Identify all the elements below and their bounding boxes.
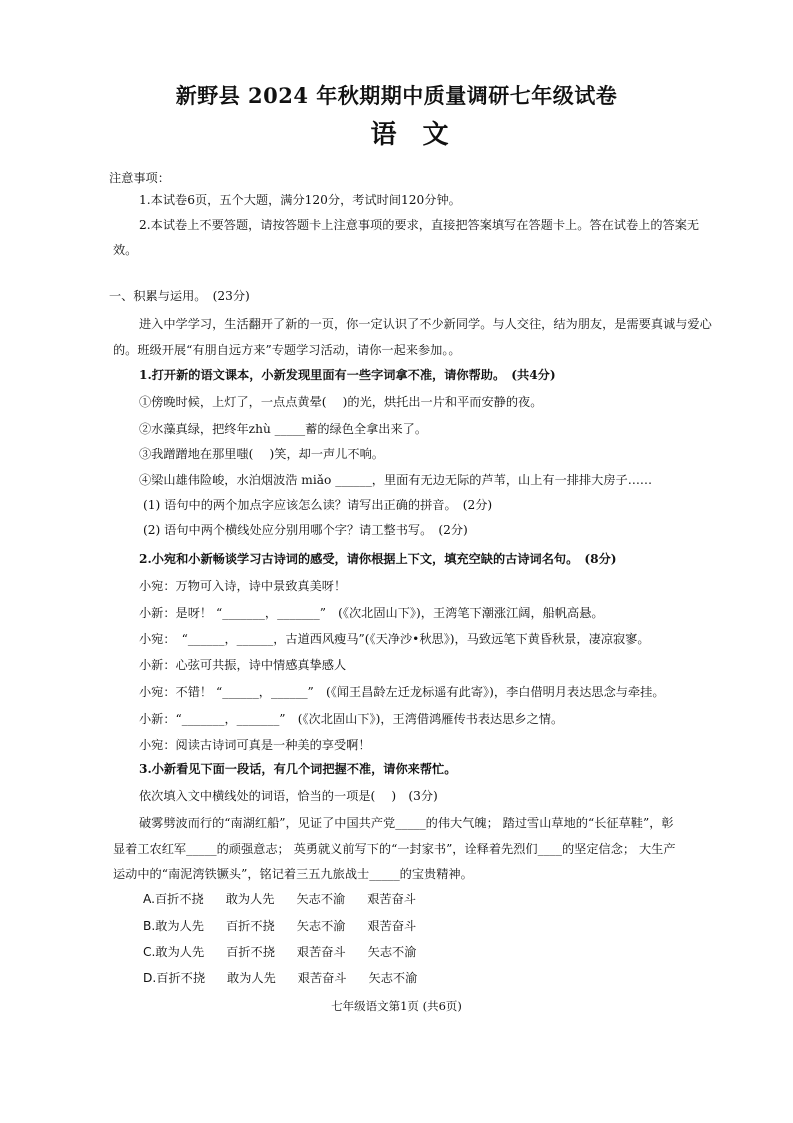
section1-intro-line2: 的。班级开展“有朋自远方来”专题学习活动，请你一起来参加。。 [113, 343, 461, 357]
q1-sub-question-2: (2) 语句中两个横线处应分别用哪个字？请工整书写。 (2分) [143, 523, 468, 537]
q1-sentence-3: ③我蹭蹭地在那里嗤( )笑，却一声儿不响。 [139, 447, 384, 461]
section1-heading: 一、积累与运用。 (23分) [109, 289, 250, 303]
option-word: 百折不挠 [226, 919, 275, 933]
q3-stem: 3.小新看见下面一段话，有几个词把握不准，请你来帮忙。 [139, 762, 457, 776]
subject-title: 语文 [370, 120, 475, 150]
q2-dialogue-4: 小新：心弦可共振，诗中情感真挚感人 [139, 658, 347, 672]
option-word: 矢志不渝 [296, 919, 346, 933]
q3-option-d [143, 970, 439, 986]
option-word: 艰苦奋斗 [367, 892, 416, 906]
option-label: C. [143, 945, 156, 959]
option-word: 艰苦奋斗 [296, 945, 346, 959]
notes-heading: 注意事项： [109, 171, 170, 185]
q3-option-c [143, 944, 438, 960]
exam-title: 新野县 2024 年秋期期中质量调研七年级试卷 [175, 83, 618, 108]
q3-passage-line1: 破雾劈波而行的“南湖红船”，见证了中国共产党_____的伟大气魄； 踏过雪山草地的“长征草鞋”，彰 [139, 816, 674, 830]
option-word: 敢为人先 [155, 919, 204, 933]
q3-passage-line3: 运动中的“南泥湾铁镢头”，铭记着三五九旅战士_____的宝贵精神。 [113, 867, 473, 881]
option-label: B. [143, 919, 156, 933]
notes-item-2-line2: 效。 [113, 243, 138, 257]
q2-dialogue-2: 小新：是呀！ “_______，_______” (《次北固山下》)，王湾笔下潮涨江阔，船帆高悬。 [139, 606, 604, 620]
q1-stem: 1.打开新的语文课本，小新发现里面有一些字词拿不准，请你帮助。 (共4分) [139, 368, 556, 382]
q1-sentence-2: ②水藻真绿，把终年zhù _____蓄的绿色全拿出来了。 [139, 422, 428, 436]
option-word: 艰苦奋斗 [367, 919, 417, 933]
option-word: 矢志不渝 [368, 971, 418, 985]
section1-intro-line1: 进入中学学习，生活翻开了新的一页，你一定认识了不少新同学。与人交往，结为朋友，是需要真诚与爱心 [139, 317, 712, 331]
option-label: D. [143, 971, 157, 985]
option-word: 敢为人先 [225, 892, 275, 906]
option-word: 百折不挠 [226, 945, 275, 959]
q1-sentence-4: ④梁山雄伟险峻，水泊烟波浩 miǎo ______，里面有无边无际的芦苇，山上有一排排大房子…… [139, 473, 653, 487]
option-word: 矢志不渝 [296, 892, 346, 906]
q3-option-b [143, 918, 438, 934]
notes-item-2-line1: 2.本试卷上不要答题，请按答题卡上注意事项的要求，直接把答案填写在答题卡上。答在试卷上的答案无 [139, 218, 700, 232]
q2-dialogue-3: 小宛： “______，______，古道西风瘦马”(《天净沙•秋思》)，马致远笔下黄昏秋景，凄凉寂寥。 [139, 632, 650, 646]
q3-option-a [143, 891, 438, 907]
q1-sentence-1: ①傍晚时候，上灯了，一点点黄晕( )的光，烘托出一片和平而安静的夜。 [139, 395, 543, 409]
q2-dialogue-1: 小宛：万物可入诗，诗中景致真美呀！ [139, 579, 347, 593]
option-label: A. [143, 892, 155, 906]
q1-sub-question-1: (1) 语句中的两个加点字应该怎么读？请写出正确的拼音。 (2分) [143, 498, 493, 512]
q2-dialogue-5: 小宛：不错！ “______，______” (《闻王昌龄左迁龙标遥有此寄》)，李白借明月表达思念与牵挂。 [139, 685, 665, 699]
option-word: 敢为人先 [155, 945, 205, 959]
q2-stem: 2.小宛和小新畅谈学习古诗词的感受，请你根据上下文，填充空缺的古诗词名句。 (8分) [139, 552, 617, 566]
q2-dialogue-6: 小新：“_______，_______” (《次北固山下》)，王湾借鸿雁传书表达思乡之情。 [139, 712, 564, 726]
option-word: 百折不挠 [156, 971, 206, 985]
notes-item-1: 1.本试卷6页，五个大题，满分120分，考试时间120分钟。 [139, 193, 461, 207]
option-word: 艰苦奋斗 [297, 971, 347, 985]
q3-passage-line2: 显着工农红军_____的顽强意志； 英勇就义前写下的“一封家书”，诠释着先烈们____的坚定信念； 大生产 [113, 842, 676, 856]
q3-instruction: 依次填入文中横线处的词语，恰当的一项是( ) (3分) [139, 789, 438, 803]
q2-dialogue-7: 小宛：阅读古诗词可真是一种美的享受啊！ [139, 738, 371, 752]
option-word: 敢为人先 [227, 971, 276, 985]
page-footer: 七年级语文第1页 (共6页) [331, 999, 462, 1013]
option-word: 百折不挠 [155, 892, 204, 906]
option-word: 矢志不渝 [367, 945, 417, 959]
